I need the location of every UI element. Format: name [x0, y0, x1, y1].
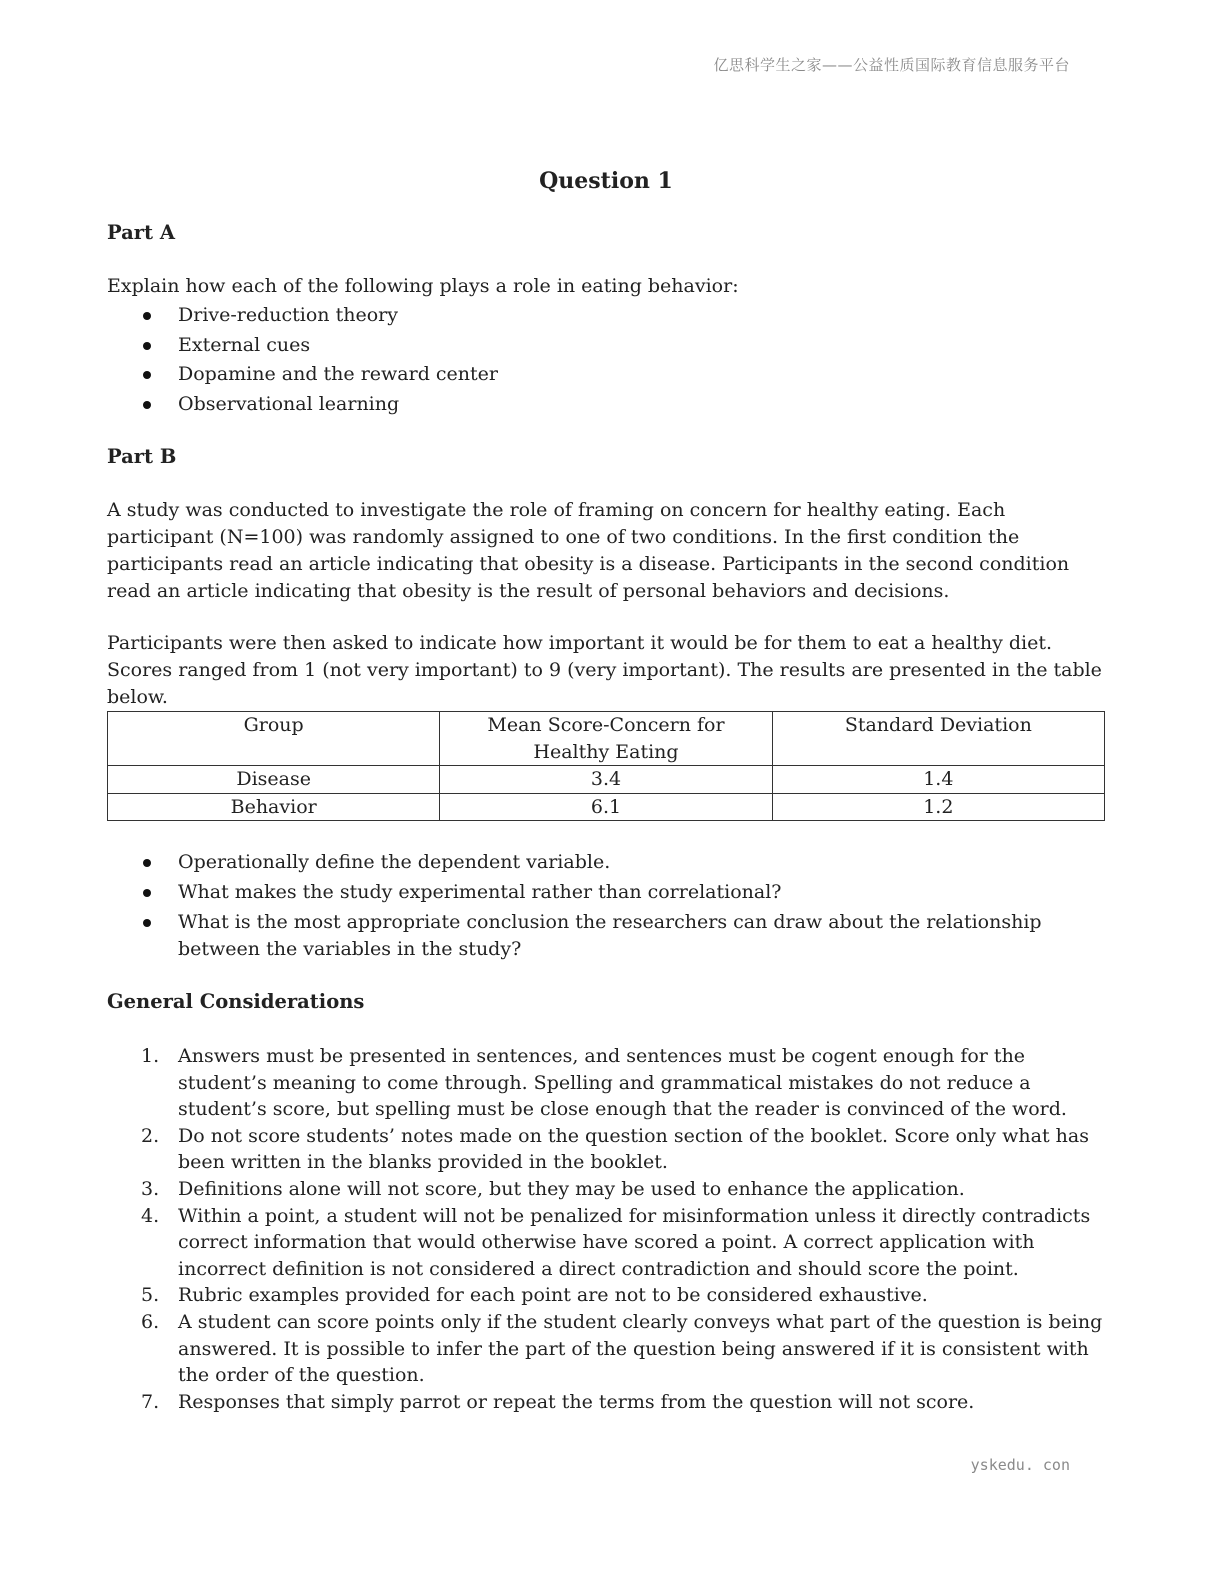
table-header-cell: Group [108, 712, 440, 766]
table-cell: 3.4 [440, 766, 772, 794]
list-item [107, 1309, 1105, 1389]
list-item [107, 1203, 1105, 1283]
table-header-row [108, 712, 1105, 766]
part-a-intro: Explain how each of the following plays a role in eating behavior: [107, 275, 739, 297]
list-item [107, 1389, 1105, 1416]
item-text: Within a point, a student will not be penalized for misinformation unless it directly contradicts correct information that would otherwise have scored a point. A correct application with incorrect definition is not considered a direct contradiction and should score the point. [178, 1204, 1091, 1280]
item-number: 6. [141, 1310, 160, 1333]
item-text: Do not score students’ notes made on the question section of the booklet. Score only what has been written in the blanks provided in the booklet. [178, 1124, 1089, 1174]
list-item [107, 1043, 1105, 1123]
table-header-cell: Standard Deviation [772, 712, 1104, 766]
list-item: External cues [107, 331, 1105, 361]
part-b-questions [107, 849, 1105, 966]
list-item: Dopamine and the reward center [107, 360, 1105, 390]
list-item: Drive-reduction theory [107, 301, 1105, 331]
list-item: Observational learning [107, 390, 1105, 420]
list-item: Operationally define the dependent variable. [107, 849, 1105, 876]
table-cell: 6.1 [440, 793, 772, 821]
part-a-list [107, 301, 1105, 419]
list-item [107, 1123, 1105, 1176]
table-cell: Behavior [108, 793, 440, 821]
item-number: 1. [141, 1045, 160, 1067]
footer-watermark: yskedu. con [970, 1456, 1070, 1474]
item-number: 4. [141, 1204, 160, 1227]
item-text: Definitions alone will not score, but they may be used to enhance the application. [178, 1177, 965, 1200]
general-considerations-list [107, 1043, 1105, 1415]
list-item: What makes the study experimental rather than correlational? [107, 879, 1105, 906]
table-row [108, 793, 1105, 821]
list-item [107, 1176, 1105, 1203]
general-considerations-heading: General Considerations [107, 990, 365, 1013]
table-cell: 1.2 [772, 793, 1104, 821]
item-number: 3. [141, 1177, 160, 1200]
item-text: Responses that simply parrot or repeat the terms from the question will not score. [178, 1390, 975, 1413]
item-text: A student can score points only if the student clearly conveys what part of the question is being answered. It is possible to infer the part of the question being answered if it is consistent with the order of the question. [178, 1310, 1103, 1387]
part-b-paragraph-1: A study was conducted to investigate the role of framing on concern for healthy eating. Each participant (N=100) was randomly assigned to one of two conditions. In the first condition the participants read an article indicating that obesity is a disease. Participants in the second condition read an article indicating that obesity is the result of personal behaviors and decisions. [107, 499, 1070, 602]
results-table [107, 711, 1105, 821]
table-header-cell: Mean Score-Concern for Healthy Eating [440, 712, 772, 766]
list-item: What is the most appropriate conclusion the researchers can draw about the relationship between the variables in the study? [107, 909, 1105, 963]
part-b-paragraph-2: Participants were then asked to indicate how important it would be for them to eat a healthy diet. Scores ranged from 1 (not very important) to 9 (very important). The results are presented in the table below. [107, 632, 1102, 708]
item-number: 7. [141, 1390, 160, 1413]
item-text: Answers must be presented in sentences, and sentences must be cogent enough for the student’s meaning to come through. Spelling and grammatical mistakes do not reduce a student’s score, but spelling must be close enough that the reader is convinced of the word. [178, 1045, 1067, 1121]
item-text: Rubric examples provided for each point are not to be considered exhaustive. [178, 1284, 928, 1307]
header-watermark: 亿思科学生之家——公益性质国际教育信息服务平台 [713, 56, 1070, 74]
item-number: 2. [141, 1124, 160, 1147]
table-cell: 1.4 [772, 766, 1104, 794]
list-item [107, 1282, 1105, 1309]
item-number: 5. [141, 1284, 160, 1307]
part-a-heading: Part A [107, 221, 175, 244]
page-title: Question 1 [539, 168, 673, 194]
table-row [108, 766, 1105, 794]
part-b-heading: Part B [107, 445, 177, 468]
table-cell: Disease [108, 766, 440, 794]
